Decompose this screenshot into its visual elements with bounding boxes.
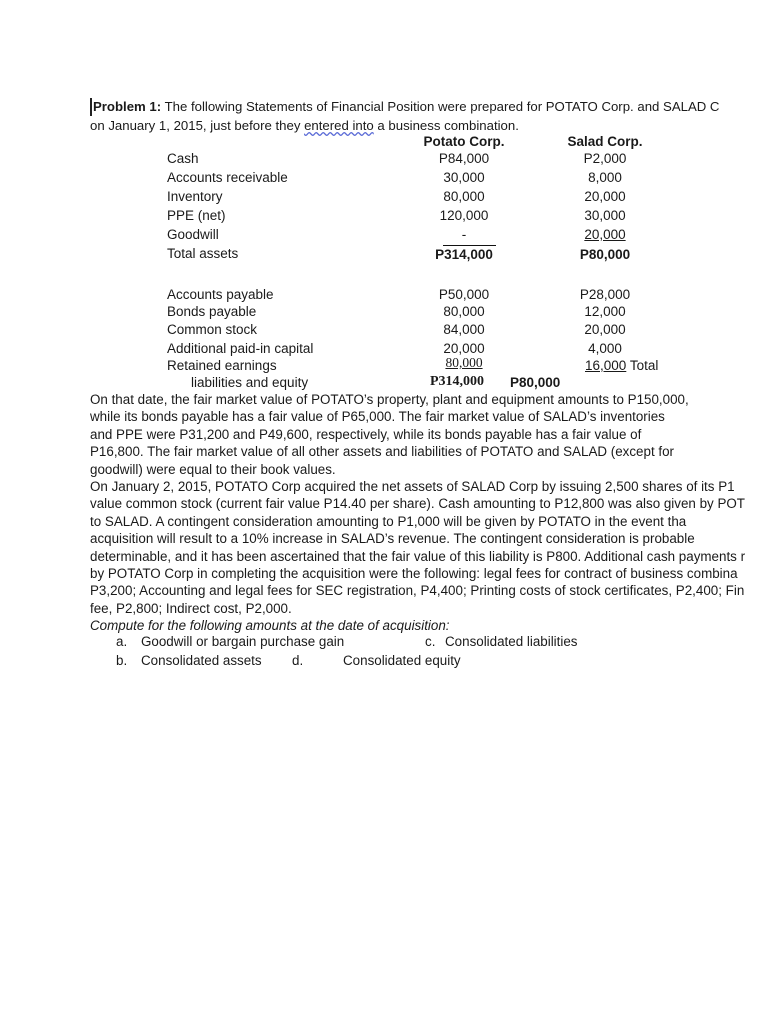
row-label-accounts-payable: Accounts payable <box>167 287 274 302</box>
paragraph-fair-values <box>90 391 768 478</box>
para2-line: by POTATO Corp in completing the acquisition were the following: legal fees for contract of business combina <box>90 566 738 582</box>
para1-line: On that date, the fair market value of POTATO’s property, plant and equipment amounts to P150,000, <box>90 392 689 407</box>
row-label-total-liab-equity: liabilities and equity <box>191 375 309 390</box>
row-label-bonds-payable: Bonds payable <box>167 304 257 319</box>
para1-line: while its bonds payable has a fair value of P65,000. The fair market value of SALAD’s inventories <box>90 409 665 425</box>
option-c-letter: c. <box>425 634 436 649</box>
option-d-text: Consolidated equity <box>343 653 461 668</box>
salad-total-liab-equity: P80,000 <box>510 375 561 390</box>
potato-goodwill: - <box>461 227 467 242</box>
potato-total-liab-equity: P314,000 <box>430 374 485 389</box>
row-label-apic: Additional paid-in capital <box>167 341 314 356</box>
potato-bonds-payable: 80,000 <box>443 304 485 319</box>
potato-cash: P84,000 <box>438 151 490 166</box>
col-header-potato: Potato Corp. <box>423 134 505 149</box>
para2-line: fee, P2,800; Indirect cost, P2,000. <box>90 600 292 616</box>
row-label-common-stock: Common stock <box>167 322 258 337</box>
row-label-accounts-receivable: Accounts receivable <box>167 170 288 185</box>
row-label-retained-earnings: Retained earnings <box>167 358 277 373</box>
para2-line: value common stock (current fair value P14.40 per share). Cash amounting to P12,800 was also given by POT <box>90 496 745 512</box>
salad-common-stock: 20,000 <box>584 322 626 337</box>
para2-line: On January 2, 2015, POTATO Corp acquired the net assets of SALAD Corp by issuing 2,500 shares of its P1 <box>90 479 735 494</box>
intro-wavy-phrase: entered into <box>304 118 374 133</box>
potato-accounts-receivable: 30,000 <box>443 170 485 185</box>
row-label-ppe: PPE (net) <box>167 208 226 223</box>
salad-goodwill: 20,000 <box>584 227 626 242</box>
salad-accounts-payable: P28,000 <box>579 287 631 302</box>
potato-accounts-payable: P50,000 <box>438 287 490 302</box>
problem-intro-line-1 <box>90 98 768 116</box>
intro-after: a business combination. <box>373 118 519 133</box>
option-c-text: Consolidated liabilities <box>445 634 578 649</box>
potato-inventory: 80,000 <box>443 189 485 204</box>
problem-intro-text: The following Statements of Financial Position were prepared for POTATO Corp. and SALAD C <box>164 99 720 114</box>
salad-bonds-payable: 12,000 <box>584 304 626 319</box>
para2-line: P3,200; Accounting and legal fees for SEC registration, P4,400; Printing costs of stock certificates, P2,400; Fin <box>90 583 745 599</box>
potato-common-stock: 84,000 <box>443 322 485 337</box>
row-label-goodwill: Goodwill <box>167 227 219 242</box>
problem-heading: Problem 1: <box>93 99 162 114</box>
potato-ppe: 120,000 <box>439 208 489 223</box>
salad-ppe: 30,000 <box>584 208 626 223</box>
salad-retained-earnings-cell <box>585 357 658 375</box>
intro-before: on January 1, 2015, just before they <box>90 118 305 133</box>
potato-total-assets: P314,000 <box>435 247 493 262</box>
total-suffix: Total <box>629 358 659 373</box>
option-a-letter: a. <box>116 634 128 649</box>
para1-line: and PPE were P31,200 and P49,600, respectively, while its bonds payable has a fair value of <box>90 426 642 442</box>
para1-line: P16,800. The fair market value of all other assets and liabilities of POTATO and SALAD (except for <box>90 444 675 460</box>
option-d-letter: d. <box>292 653 304 668</box>
option-a-text: Goodwill or bargain purchase gain <box>141 634 345 649</box>
potato-apic: 20,000 <box>443 341 485 356</box>
salad-apic: 4,000 <box>588 341 622 356</box>
para2-line: determinable, and it has been ascertained that the fair value of this liability is P800. Additional cash payments r <box>90 548 746 564</box>
potato-retained-earnings: 80,000 <box>445 355 483 370</box>
para2-line: to SALAD. A contingent consideration amounting to P1,000 will be given by POTATO in the event tha <box>90 513 687 529</box>
option-b-text: Consolidated assets <box>141 653 262 668</box>
row-label-cash: Cash <box>167 151 199 166</box>
salad-total-assets: P80,000 <box>579 247 631 262</box>
paragraph-acquisition <box>90 478 768 617</box>
salad-inventory: 20,000 <box>584 189 626 204</box>
row-label-total-assets: Total assets <box>167 246 239 261</box>
salad-retained-earnings: 16,000 <box>585 358 627 373</box>
row-label-inventory: Inventory <box>167 189 223 204</box>
option-b-letter: b. <box>116 653 128 668</box>
para2-line: acquisition will result to a 10% increase in SALAD’s revenue. The contingent consideration is probable <box>90 531 695 547</box>
col-header-salad: Salad Corp. <box>567 134 643 149</box>
salad-accounts-receivable: 8,000 <box>588 170 622 185</box>
salad-cash: P2,000 <box>583 151 627 166</box>
para1-line: goodwill) were equal to their book values. <box>90 461 336 477</box>
compute-instruction: Compute for the following amounts at the date of acquisition: <box>90 618 450 633</box>
